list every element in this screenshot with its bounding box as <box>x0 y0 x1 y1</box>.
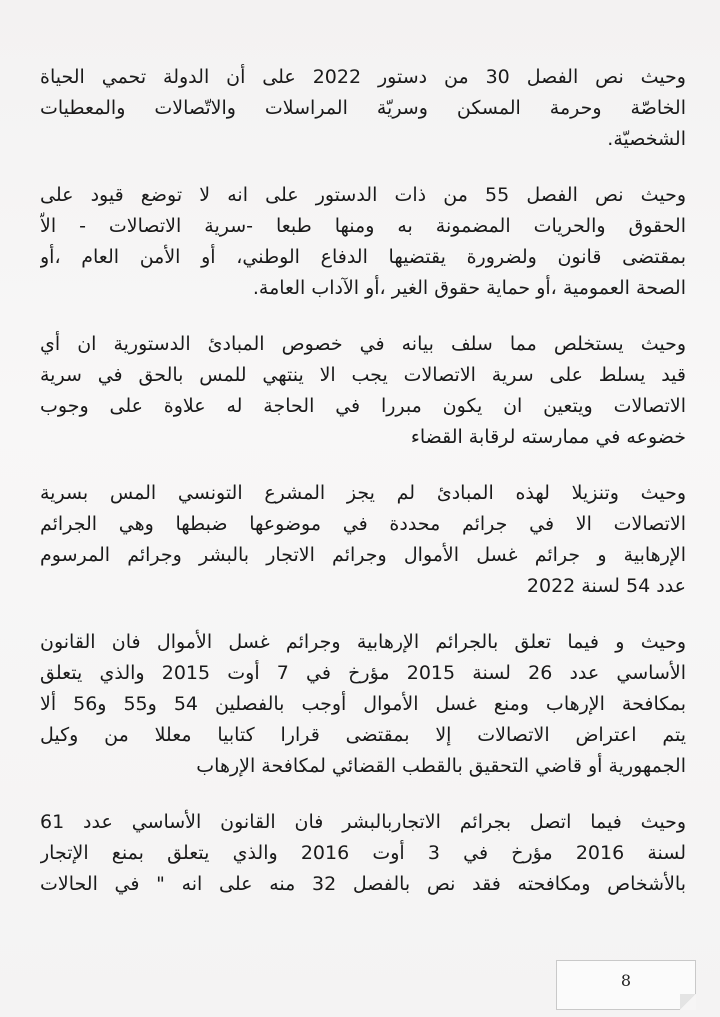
text-line: قيد يسلط على سرية الاتصالات يجب الا ينتهي للمس بالحق في سرية <box>40 364 686 386</box>
text-line: الاتصالات ويتعين ان يكون مبررا في الحاجة له علاوة على وجوب <box>40 395 686 417</box>
text-line: يتم اعتراض الاتصالات إلا بمقتضى قرارا كتابيا معللا من وكيل <box>40 724 686 746</box>
paragraph-article-30 <box>40 62 686 155</box>
text-line: وحيث نص الفصل 30 من دستور 2022 على أن الدولة تحمي الحياة <box>40 66 686 88</box>
text-line: خضوعه في ممارسته لرقابة القضاء <box>410 426 686 448</box>
paragraph-human-trafficking-law <box>40 807 686 900</box>
text-line: الاتصالات الا في جرائم محددة في موضوعها ضبطها وهي الجرائم <box>40 513 686 535</box>
page-fold-corner <box>680 994 696 1010</box>
text-line: الجمهورية أو قاضي التحقيق بالقطب القضائي لمكافحة الإرهاب <box>196 755 686 777</box>
text-line: عدد 54 لسنة 2022 <box>526 575 686 597</box>
text-line: بالأشخاص ومكافحته فقد نص بالفصل 32 منه على انه " في الحالات <box>40 873 686 895</box>
document-body <box>40 62 686 925</box>
text-line: لسنة 2016 مؤرخ في 3 أوت 2016 والذي يتعلق بمنع الإتجار <box>40 842 686 864</box>
paragraph-constitutional-principles <box>40 329 686 453</box>
text-line: الخاصّة وحرمة المسكن وسريّة المراسلات والاتّصالات والمعطيات <box>40 97 686 119</box>
text-line: بمكافحة الإرهاب ومنع غسل الأموال أوجب بالفصلين 54 و55 و56 ألا <box>40 693 686 715</box>
paragraph-article-55 <box>40 180 686 304</box>
page-number-box <box>556 960 696 1010</box>
text-line: بمقتضى قانون ولضرورة يقتضيها الدفاع الوطني، أو الأمن العام ،أو <box>40 246 686 268</box>
text-line: وحيث و فيما تعلق بالجرائم الإرهابية وجرائم غسل الأموال فان القانون <box>40 631 686 653</box>
text-line: الصحة العمومية ،أو حماية حقوق الغير ،أو الآداب العامة. <box>252 277 686 299</box>
text-line: الشخصيّة. <box>607 128 686 150</box>
text-line: وحيث نص الفصل 55 من ذات الدستور على انه لا توضع قيود على <box>40 184 686 206</box>
text-line: وحيث فيما اتصل بجرائم الاتجاربالبشر فان القانون الأساسي عدد 61 <box>40 811 686 833</box>
page-number: 8 <box>620 971 632 990</box>
text-line: وحيث وتنزيلا لهذه المبادئ لم يجز المشرع التونسي المس بسرية <box>40 482 686 504</box>
text-line: الحقوق والحريات المضمونة به ومنها طبعا -سرية الاتصالات - الاّ <box>40 215 686 237</box>
text-line: الأساسي عدد 26 لسنة 2015 مؤرخ في 7 أوت 2015 والذي يتعلق <box>40 662 686 684</box>
text-line: وحيث يستخلص مما سلف بيانه في خصوص المبادئ الدستورية ان أي <box>40 333 686 355</box>
text-line: الإرهابية و جرائم غسل الأموال وجرائم الاتجار بالبشر وجرائم المرسوم <box>40 544 686 566</box>
paragraph-specific-crimes <box>40 478 686 602</box>
paragraph-terrorism-law <box>40 627 686 782</box>
